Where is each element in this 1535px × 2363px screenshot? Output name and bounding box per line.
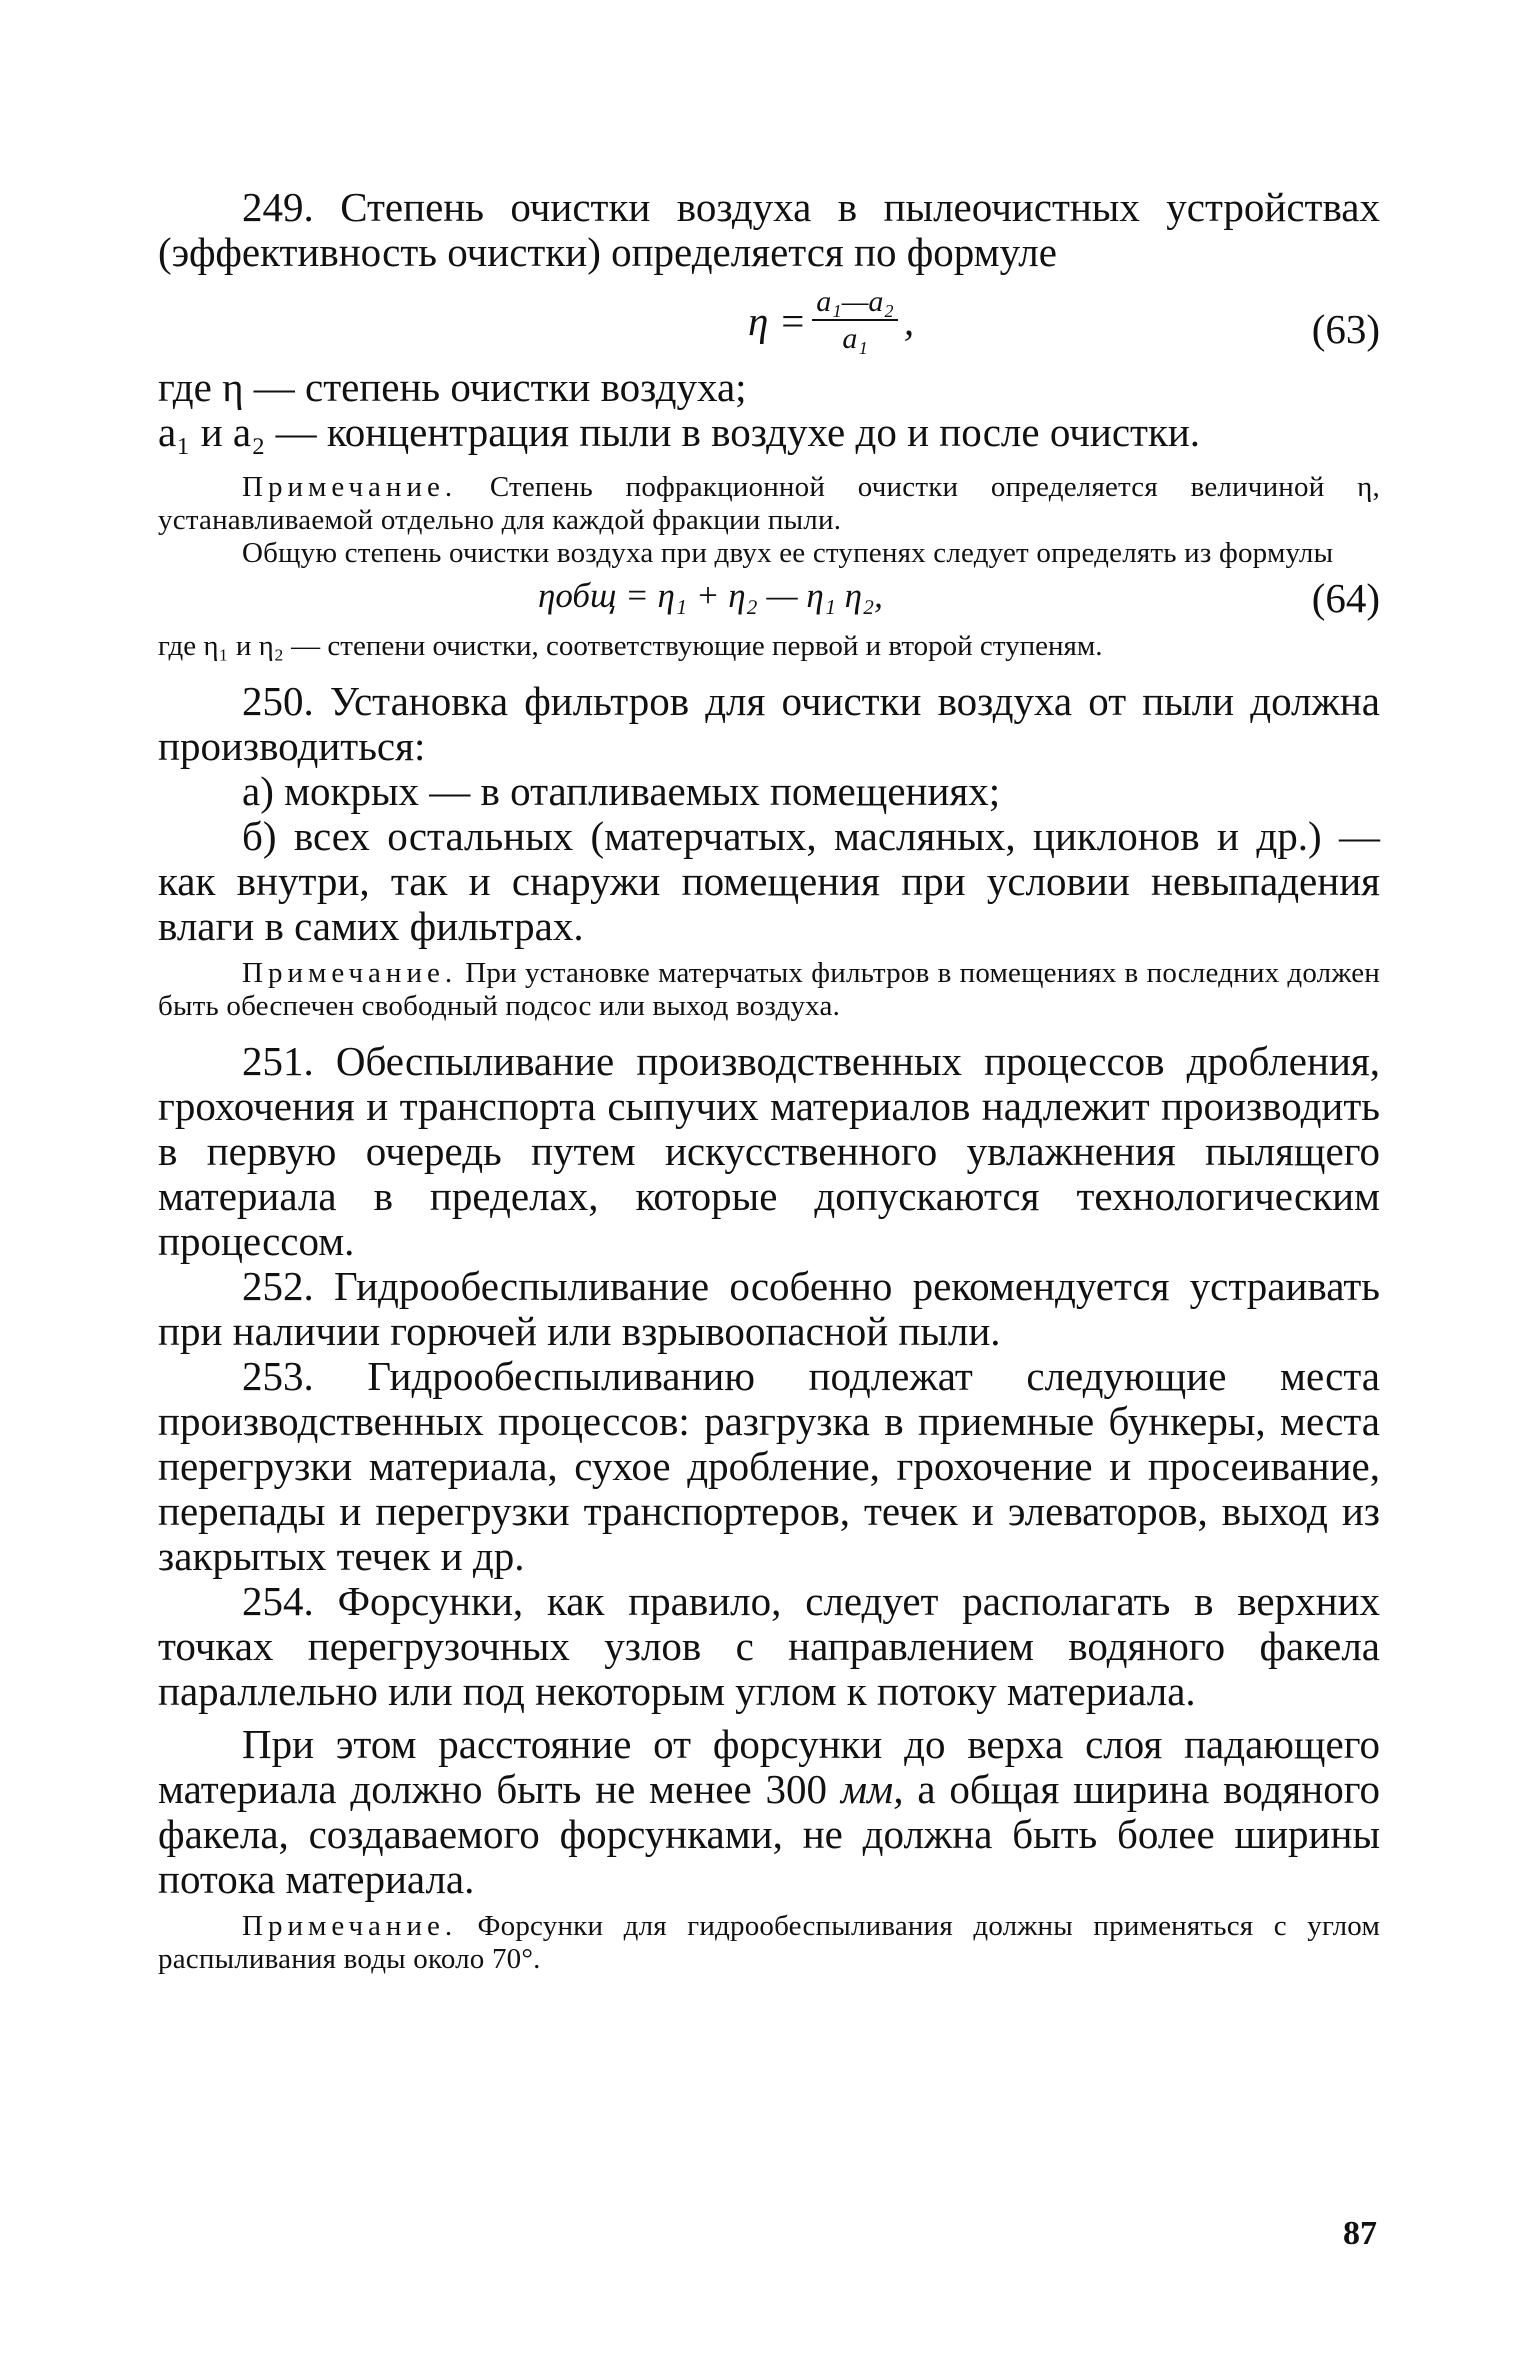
note-label: Примечание. xyxy=(242,471,458,503)
paragraph-251: 251. Обеспыливание производственных процессов дробления, грохочения и транспорта сыпучих материалов надлежит производить в первую очередь путем искусственного увлажнения пылящего материала в пределах, которые допускаются технологическим процессом. xyxy=(158,1038,1380,1264)
note-text: Степень пофракционной очистки определяется величиной η, устанавливаемой отдельно для каждой фракции пыли. xyxy=(158,471,1380,536)
equation-number-63: (63) xyxy=(1311,306,1380,352)
paragraph-254: 254. Форсунки, как правило, следует располагать в верхних точках перегрузочных узлов с направлением водяного факела параллельно или под некоторым углом к потоку материала. xyxy=(158,1578,1380,1714)
list-item-b: б) всех остальных (матерчатых, масляных, циклонов и др.) — как внутри, так и снаружи помещения при условии невыпадения влаги в самих фильтрах. xyxy=(158,813,1380,949)
document-page xyxy=(158,185,1380,1976)
note-249-1 xyxy=(158,471,1380,537)
definition-a1-a2: a₁ и a₂ — концентрация пыли в воздухе до и после очистки. xyxy=(158,409,1201,455)
note-label: Примечание. xyxy=(242,1910,458,1942)
note-249-2: Общую степень очистки воздуха при двух ее ступенях следует определять из формулы xyxy=(242,537,1334,569)
page-number: 87 xyxy=(1343,2215,1377,2252)
formula-63-fraction xyxy=(812,285,898,357)
note-text: Форсунки для гидрообеспыливания должны применяться с углом распыливания воды около 70°. xyxy=(158,1910,1380,1975)
text-before-unit: При этом расстояние от форсунки до верха слоя падающего материала должно быть не менее 300 xyxy=(158,1721,1380,1812)
definition-eta: где η — степень очистки воздуха; xyxy=(158,364,747,410)
formula-63-tail: , xyxy=(903,298,915,344)
formula-63-lhs: η = xyxy=(748,298,807,344)
note-254 xyxy=(158,1910,1380,1976)
note-label: Примечание. xyxy=(242,957,458,989)
formula-63-numerator: a₁—a₂ xyxy=(812,285,898,321)
formula-63-denominator: a₁ xyxy=(842,322,868,355)
formula-64-expression: ηобщ = η₁ + η₂ — η₁ η₂, xyxy=(538,576,883,615)
list-item-a: а) мокрых — в отапливаемых помещениях; xyxy=(242,768,1001,814)
equation-number-64: (64) xyxy=(1311,575,1380,621)
note-text: При установке матерчатых фильтров в помещениях в последних должен быть обеспечен свободный подсос или выход воздуха. xyxy=(158,957,1381,1022)
paragraph-249: 249. Степень очистки воздуха в пылеочистных устройствах (эффективность очистки) определяется по формуле xyxy=(158,184,1380,275)
note-250 xyxy=(158,957,1380,1023)
formula-64 xyxy=(158,570,1380,630)
formula-63 xyxy=(158,275,1380,365)
paragraph-254-continued xyxy=(158,1722,1380,1902)
paragraph-253: 253. Гидрообеспыливанию подлежат следующие места производственных процессов: разгрузка в приемные бункеры, места перегрузки материала, сухое дробление, грохочение и просеивание, перепады и перегрузки транспортеров, течек и элеваторов, выход из закрытых течек и др. xyxy=(158,1353,1380,1579)
unit-mm: мм, xyxy=(840,1766,904,1812)
paragraph-250: 250. Установка фильтров для очистки воздуха от пыли должна производиться: xyxy=(158,678,1380,769)
text-after-unit: а общая ширина водяного факела, создаваемого форсунками, не должна быть более ширины потока материала. xyxy=(158,1766,1381,1902)
paragraph-252: 252. Гидрообеспыливание особенно рекомендуется устраивать при наличии горючей или взрывоопасной пыли. xyxy=(158,1263,1380,1354)
formula-63-expression xyxy=(748,285,914,357)
definition-eta1-eta2: где η₁ и η₂ — степени очистки, соответствующие первой и второй ступеням. xyxy=(158,630,1103,662)
